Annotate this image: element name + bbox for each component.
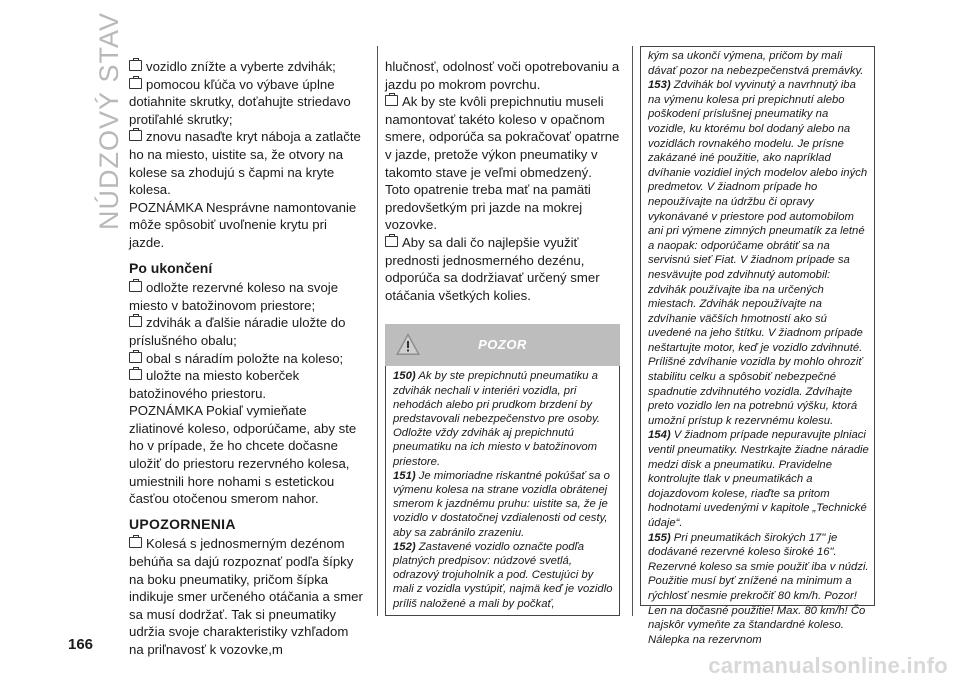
warning-number: 155) [648,531,671,544]
warning-item [648,428,869,530]
warning-body [385,366,620,615]
warnings-heading: UPOZORNENIA [129,515,236,532]
warning-text: Je mimoriadne riskantné pokúšať sa o výmenu kolesa na strane vozidla obrátenej smerom k jazdnému pruhu: uistite sa, že je vozidlo v dostatočnej vzdialenosti od cesty, aby sa zabránilo zrazeniu. [393,469,610,539]
chapter-side-title [66,11,124,230]
list-item [129,350,364,368]
column-divider [632,46,633,616]
list-item [129,535,364,658]
list-item [129,128,364,198]
bullet-icon [129,78,142,89]
list-item [385,234,620,304]
page-number: 166 [68,636,94,653]
list-item-text: Ak by ste kvôli prepichnutiu museli namontovať takéto koleso v opačnom smere, odporúča sa pokračovať opatrne v jazde, pretože výkon pneumatiky v takomto stave je veľmi obmedzený. Toto opatrenie treba mať na pamäti predovšetkým pri jazde na mokrej vozovke. [385,94,620,233]
warning-continuation-box [640,46,875,646]
warning-number: 154) [648,429,671,442]
bullet-icon [129,130,142,141]
list-item-text: vozidlo znížte a vyberte zdvihák; [146,59,336,74]
list-item-text: pomocou kľúča vo výbave úplne dotiahnite skrutky, doťahujte striedavo protiľahlé skrutky; [129,76,351,127]
warning-item [648,531,869,648]
list-item [129,367,364,402]
warning-text: Pri pneumatikách širokých 17" je dodávané rezervné koleso široké 16". Rezervné koleso sa smie použiť iba v núdzi. Použitie musí byť znížené na minimum a rýchlosť nesmie prekročiť 80 km/h. Pozor! Len na dočasné použitie! Max. 80 km/h! Čo najskôr vymeňte za štandardné koleso. Nálepka na rezervnom [648,531,869,646]
bullet-icon [385,95,398,106]
warning-item [393,469,614,540]
bullet-icon [129,60,142,71]
column-1 [129,58,364,659]
column-3 [640,46,875,646]
list-item-text: znovu nasaďte kryt náboja a zatlačte ho na miesto, uistite sa, že otvory na kolese sa zhodujú s čapmi na kryte kolesa. [129,129,361,198]
bullet-icon [129,316,142,327]
continued-paragraph: hlučnosť, odolnosť voči opotrebovaniu a jazdu po mokrom povrchu. [385,59,620,92]
list-item-text: odložte rezervné koleso na svoje miesto v batožinovom priestore; [129,280,339,313]
warning-header [385,324,620,366]
warning-text: Zastavené vozidlo označte podľa platných predpisov: núdzové svetlá, odrazový trojuholník a pod. Cestujúci by mali z vozidla vystúpiť, najmä keď je vozidlo príliš naložené a mali by počkať, [393,540,613,610]
bullet-icon [385,236,398,247]
column-2 [385,58,620,616]
warning-number: 152) [393,540,416,553]
warning-text: Zdvihák bol vyvinutý a navrhnutý iba na výmenu kolesa pri prepichnutí alebo poškodení príslušnej pneumatiky na vozidle, ku ktorému bol dodaný alebo na vozidlách rovnakého modelu. Je prísne zakázané iné použitie, ako napríklad dvíhanie vozidiel iných modelov alebo iných predmetov. V žiadnom prípade ho nepoužívajte na údržbu či opravy vykonávané v priestore pod automobilom ani pri výmene zimných pneumatík za letné a naopak: odporúčame obrátiť sa na servisnú sieť Fiat. V žiadnom prípade sa nesvävujte pod zdvihnutý automobil: zdvihák používajte iba na určených miestach. Zdvihák nepoužívajte na zdvíhanie väčších hmotností ako sú uvedené na jeho štítku. V žiadnom prípade neštartujte motor, keď je vozidlo zdvihnuté. Prílišné zdvíhanie vozidla by mohlo ohroziť stabilitu celku a spôsobiť nebezpečné spadnutie zdvihnutého vozidla. Zdvíhajte preto vozidlo len na potrebnú výšku, ktorá umožní prístup k rezervnému kolesu. [648,79,868,427]
bullet-icon [129,352,142,363]
note-paragraph: POZNÁMKA Nesprávne namontovanie môže spôsobiť uvoľnenie krytu pri jazde. [129,199,357,250]
list-item-text: zdvihák a ďalšie náradie uložte do príslušného obalu; [129,315,346,348]
list-item [129,76,364,129]
list-item-text: Aby sa dali čo najlepšie využiť prednosti jednosmerného dezénu, odporúča sa dodržiavať určený smer otáčania všetkých kolies. [385,234,600,303]
list-item-text: obal s náradím položte na koleso; [146,350,344,366]
list-item [129,58,364,76]
chapter-title-text: NÚDZOVÝ STAV [94,11,124,230]
warning-number: 150) [393,370,416,383]
note-paragraph: POZNÁMKA Pokiaľ vymieňate zliatinové koleso, odporúčame, aby ste ho v prípade, že ho chcete dočasne uložiť do priestoru rezervného kolesa, umiestnili hore nohami s estetickou časťou otočenou smerom nahor. [129,403,357,507]
warning-box [385,324,620,615]
section-heading: Po ukončení [129,259,213,276]
list-item-text: uložte na miesto koberček batožinového priestoru. [129,368,300,401]
list-item [129,314,364,349]
list-item [129,279,364,314]
list-item-text: Kolesá s jednosmerným dezénom behúňa sa dajú rozpoznať podľa šípky na boku pneumatiky, pričom šípka indikuje smer určeného otáčania a smer sa musí dodržať. Tak si pneumatiky udržia svoje charakteristiky vzhľadom na priľnavosť k vozovke,m [129,536,363,657]
watermark-text: carmanualsonline.info [708,653,948,678]
continued-paragraph: kým sa ukončí výmena, pričom by mali dávať pozor na nebezpečenstvá premávky. [648,50,864,77]
warning-number: 153) [648,79,671,92]
bullet-icon [129,281,142,292]
list-item [385,93,620,234]
bullet-icon [129,369,142,380]
bullet-icon [129,537,142,548]
warning-item [393,369,614,468]
column-divider [377,46,378,616]
warning-title: POZOR [478,337,527,353]
warning-text: Ak by ste prepichnutú pneumatiku a zdvihák nechali v interiéri vozidla, pri nehodách alebo pri prudkom brzdení by predstavovali nebezpečenstvo pre osoby. Odložte vždy zdvihák aj prepichnutú pneumatiku na ich miesto v batožinovom priestore. [393,370,601,468]
warning-item [393,540,614,611]
warning-number: 151) [393,469,416,482]
warning-text: V žiadnom prípade nepuravujte plniaci ventil pneumatiky. Nestrkajte žiadne náradie medzi disk a pneumatiku. Pravidelne kontrolujte tlak v pneumatikách a dojazdovom kolese, riaďte sa pritom hodnotami uvedenými v kapitole „Technické údaje“. [648,429,869,529]
warning-item [648,78,869,428]
